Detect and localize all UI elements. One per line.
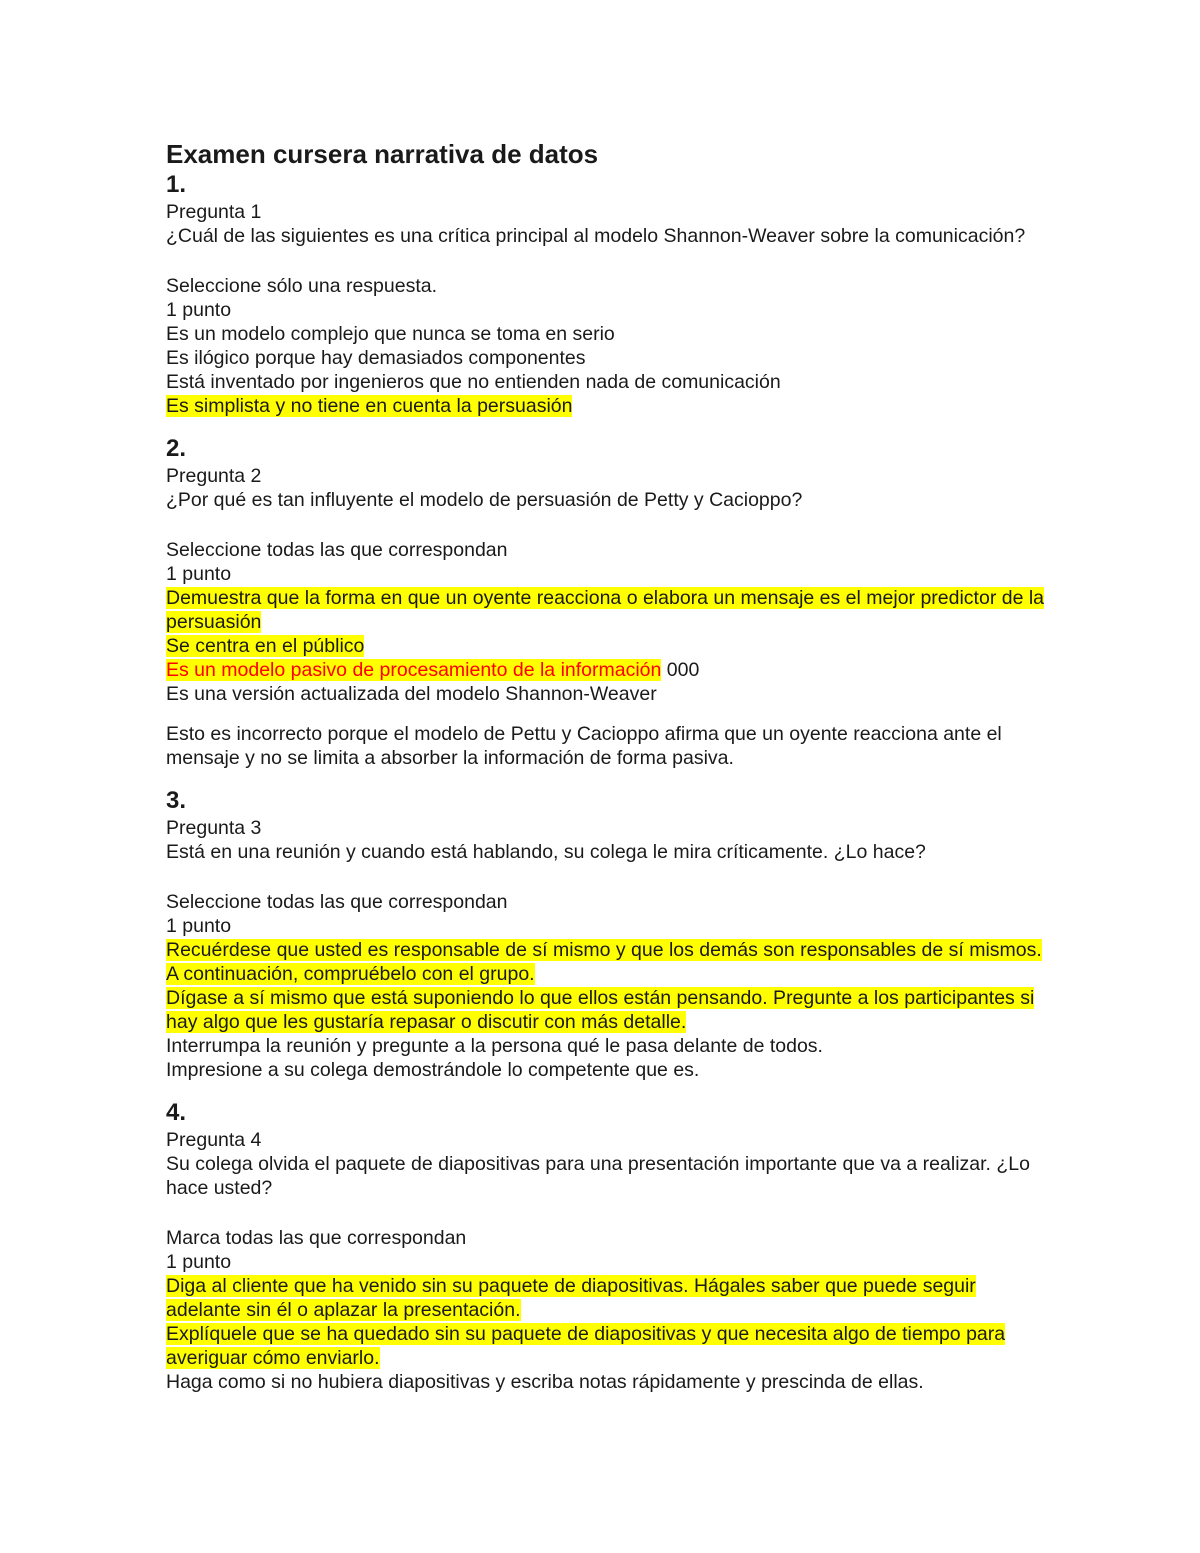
answer-option-text: Diga al cliente que ha venido sin su paquete de diapositivas. Hágales saber que puede seguir adelante sin él o aplazar la presentación. xyxy=(166,1275,976,1321)
question-prompt: Está en una reunión y cuando está hablando, su colega le mira críticamente. ¿Lo hace? xyxy=(166,841,926,863)
answer-option-text: Es un modelo complejo que nunca se toma en serio xyxy=(166,323,615,345)
answer-option-text: Recuérdese que usted es responsable de sí mismo y que los demás son responsables de sí mismos. A continuación, compruébelo con el grupo. xyxy=(166,939,1042,985)
answer-option-selected xyxy=(166,938,1046,986)
answer-option-text: Es un modelo pasivo de procesamiento de la información xyxy=(166,659,662,681)
question-1 xyxy=(166,170,1046,418)
question-instruction: Seleccione todas las que correspondan xyxy=(166,891,508,913)
answer-option-text: Es simplista y no tiene en cuenta la persuasión xyxy=(166,395,573,417)
answer-option xyxy=(166,370,1046,394)
answer-option-suffix: 000 xyxy=(661,659,700,681)
answer-option-text: Se centra en el público xyxy=(166,635,365,657)
answer-option-text: Impresione a su colega demostrándole lo competente que es. xyxy=(166,1059,700,1081)
question-points: 1 punto xyxy=(166,915,232,937)
answer-option-selected xyxy=(166,634,1046,658)
question-feedback: Esto es incorrecto porque el modelo de Pettu y Cacioppo afirma que un oyente reacciona ante el mensaje y no se limita a absorber la información de forma pasiva. xyxy=(166,723,1002,769)
question-label: Pregunta 4 xyxy=(166,1129,262,1151)
answer-option-text: Explíquele que se ha quedado sin su paquete de diapositivas y que necesita algo de tiempo para averiguar cómo enviarlo. xyxy=(166,1323,1006,1369)
document-page xyxy=(166,138,1046,1394)
answer-option-selected xyxy=(166,1274,1046,1322)
question-prompt: ¿Cuál de las siguientes es una crítica principal al modelo Shannon-Weaver sobre la comunicación? xyxy=(166,225,1026,247)
question-points: 1 punto xyxy=(166,299,232,321)
question-prompt: ¿Por qué es tan influyente el modelo de persuasión de Petty y Cacioppo? xyxy=(166,489,803,511)
answer-option-incorrect xyxy=(166,658,1046,682)
answer-option-text: Es una versión actualizada del modelo Shannon-Weaver xyxy=(166,683,657,705)
answer-option-text: Está inventado por ingenieros que no entienden nada de comunicación xyxy=(166,371,781,393)
question-instruction: Marca todas las que correspondan xyxy=(166,1227,467,1249)
answer-option-text: Dígase a sí mismo que está suponiendo lo que ellos están pensando. Pregunte a los participantes si hay algo que les gustaría repasar o discutir con más detalle. xyxy=(166,987,1035,1033)
answer-option-text: Es ilógico porque hay demasiados componentes xyxy=(166,347,586,369)
answer-option-text: Haga como si no hubiera diapositivas y escriba notas rápidamente y prescinda de ellas. xyxy=(166,1371,924,1393)
question-number: 2. xyxy=(166,435,187,462)
answer-option-selected xyxy=(166,394,1046,418)
question-number: 1. xyxy=(166,171,187,198)
answer-option-selected xyxy=(166,1322,1046,1370)
answer-option xyxy=(166,682,1046,706)
question-label: Pregunta 1 xyxy=(166,201,262,223)
question-points: 1 punto xyxy=(166,563,232,585)
answer-option xyxy=(166,1058,1046,1082)
answer-option-text: Interrumpa la reunión y pregunte a la persona qué le pasa delante de todos. xyxy=(166,1035,823,1057)
question-number: 3. xyxy=(166,787,187,814)
question-number: 4. xyxy=(166,1099,187,1126)
answer-option xyxy=(166,346,1046,370)
question-label: Pregunta 2 xyxy=(166,465,262,487)
question-points: 1 punto xyxy=(166,1251,232,1273)
question-label: Pregunta 3 xyxy=(166,817,262,839)
question-prompt: Su colega olvida el paquete de diapositivas para una presentación importante que va a realizar. ¿Lo hace usted? xyxy=(166,1153,1030,1199)
answer-option-text: Demuestra que la forma en que un oyente reacciona o elabora un mensaje es el mejor predictor de la persuasión xyxy=(166,587,1045,633)
document-title: Examen cursera narrativa de datos xyxy=(166,139,599,169)
answer-option xyxy=(166,322,1046,346)
answer-option-selected xyxy=(166,586,1046,634)
question-3 xyxy=(166,786,1046,1082)
answer-option xyxy=(166,1370,1046,1394)
question-2 xyxy=(166,434,1046,770)
question-instruction: Seleccione sólo una respuesta. xyxy=(166,275,438,297)
question-4 xyxy=(166,1098,1046,1394)
answer-option-selected xyxy=(166,986,1046,1034)
answer-option xyxy=(166,1034,1046,1058)
question-instruction: Seleccione todas las que correspondan xyxy=(166,539,508,561)
